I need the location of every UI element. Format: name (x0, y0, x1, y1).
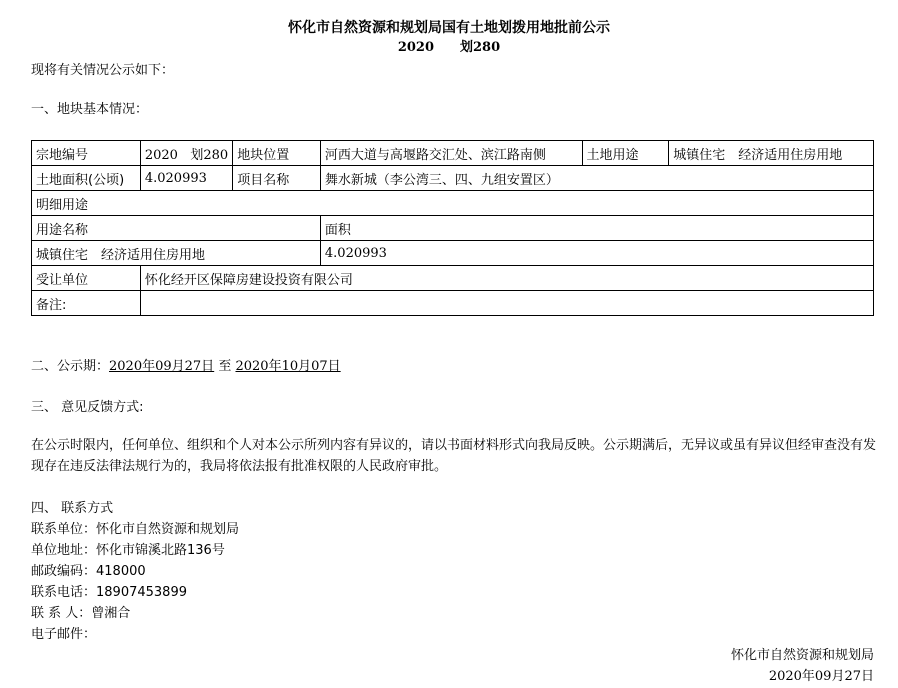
project-value: 舞水新城（李公湾三、四、九组安置区） (320, 166, 873, 191)
section4-heading: 四、 联系方式 (31, 501, 114, 516)
contact-person: 联 系 人：曾湘合 (31, 606, 131, 621)
area-header: 面积 (320, 216, 873, 241)
parcel-no-year: 2020 (144, 147, 178, 163)
signature-date: 2020年09月27日 (768, 669, 874, 684)
document-number (0, 39, 898, 57)
section1-heading: 一、地块基本情况： (31, 102, 149, 117)
area-label: 土地面积(公顷) (32, 166, 141, 191)
remark-value (140, 291, 873, 316)
contact-postcode: 邮政编码：418000 (31, 564, 146, 579)
section3-heading: 三、 意见反馈方式: (31, 400, 144, 415)
table-row (32, 291, 874, 316)
area-value: 4.020993 (140, 166, 232, 191)
section2-connector: 至 (218, 359, 232, 374)
contact-unit: 联系单位：怀化市自然资源和规划局 (31, 522, 240, 537)
use-name-header: 用途名称 (32, 216, 321, 241)
table-row (32, 166, 874, 191)
section2-label: 二、公示期： (31, 359, 110, 374)
land-use-label: 土地用途 (582, 141, 669, 166)
assignee-value: 怀化经开区保障房建设投资有限公司 (140, 266, 873, 291)
publicity-end-date-link[interactable]: 2020年10月07日 (235, 359, 341, 374)
parcel-info-table (31, 140, 874, 316)
table-row (32, 191, 874, 216)
use-row-area: 4.020993 (320, 241, 873, 266)
document-serial: 划280 (460, 40, 501, 55)
contact-phone: 联系电话：18907453899 (31, 585, 187, 600)
table-row (32, 266, 874, 291)
assignee-label: 受让单位 (32, 266, 141, 291)
signature-org: 怀化市自然资源和规划局 (730, 648, 874, 663)
contact-email: 电子邮件： (31, 627, 97, 642)
publicity-start-date-link[interactable]: 2020年09月27日 (109, 359, 215, 374)
location-label: 地块位置 (233, 141, 321, 166)
detail-use-label: 明细用途 (32, 191, 874, 216)
table-row (32, 216, 874, 241)
contact-address: 单位地址：怀化市锦溪北路136号 (31, 543, 225, 558)
page-title: 怀化市自然资源和规划局国有土地划拨用地批前公示 (288, 20, 610, 36)
project-label: 项目名称 (233, 166, 321, 191)
remark-label: 备注: (32, 291, 141, 316)
section3-body: 在公示时限内，任何单位、组织和个人对本公示所列内容有异议的，请以书面材料形式向我局反映。公示期满后，无异议或虽有异议但经审查没有发现存在违反法律法规行为的，我局将依法报有批准权限的人民政府审批。 (31, 438, 877, 474)
section2-line (31, 358, 341, 376)
parcel-no-value (140, 141, 232, 166)
use-row-name: 城镇住宅 经济适用住房用地 (32, 241, 321, 266)
parcel-no-label: 宗地编号 (32, 141, 141, 166)
document-year: 2020 (397, 40, 435, 55)
intro-text: 现将有关情况公示如下： (31, 63, 175, 78)
parcel-no-num: 划280 (190, 147, 229, 163)
table-row (32, 241, 874, 266)
location-value: 河西大道与高堰路交汇处、滨江路南侧 (320, 141, 582, 166)
table-row (32, 141, 874, 166)
land-use-value: 城镇住宅 经济适用住房用地 (669, 141, 874, 166)
